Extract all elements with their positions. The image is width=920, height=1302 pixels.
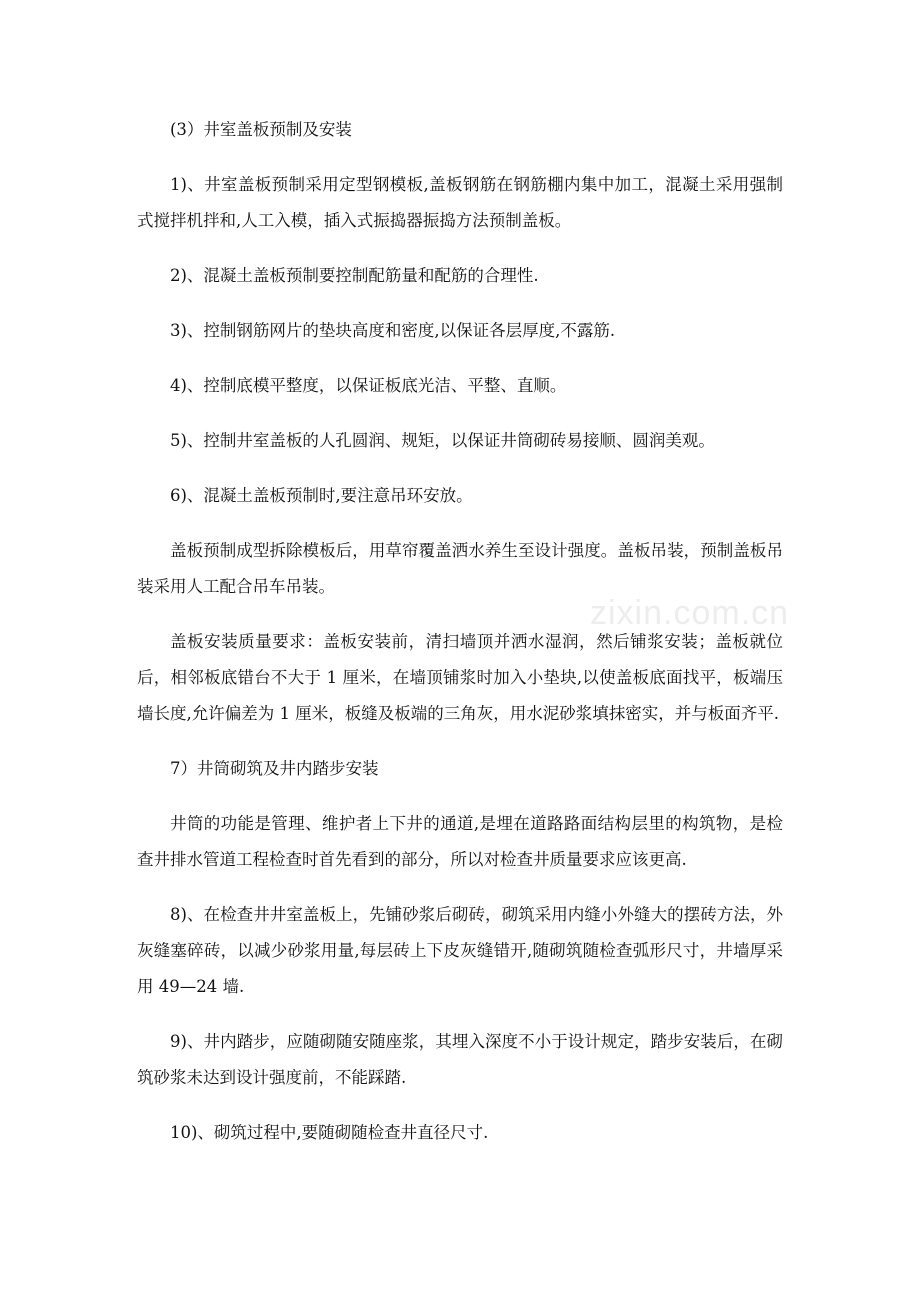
paragraph-item-5: 5)、控制井室盖板的人孔圆润、规矩，以保证井筒砌砖易接顺、圆润美观。 xyxy=(170,431,715,450)
paragraph-cover-lifting: 盖板预制成型拆除模板后，用草帘覆盖洒水养生至设计强度。盖板吊装，预制盖板吊装采用人工配合吊车吊装。 xyxy=(137,541,783,596)
paragraph-shaft-function: 井筒的功能是管理、维护者上下井的通道,是埋在道路路面结构层里的构筑物，是检查井排水管道工程检查时首先看到的部分，所以对检查井质量要求应该更高. xyxy=(137,814,783,869)
paragraph-item-8: 8)、在检查井井室盖板上，先铺砂浆后砌砖，砌筑采用内缝小外缝大的摆砖方法，外灰缝塞碎砖，以减少砂浆用量,每层砖上下皮灰缝错开,随砌筑随检查弧形尺寸，井墙厚采用 49—24 墙. xyxy=(137,905,783,996)
paragraph-item-4: 4)、控制底模平整度，以保证板底光洁、平整、直顺。 xyxy=(170,376,567,395)
paragraph-item-9: 9)、井内踏步，应随砌随安随座浆，其埋入深度不小于设计规定，踏步安装后，在砌筑砂浆未达到设计强度前，不能踩踏. xyxy=(137,1032,783,1087)
paragraph-item-3: 3)、控制钢筋网片的垫块高度和密度,以保证各层厚度,不露筋. xyxy=(170,321,616,340)
paragraph-item-6: 6)、混凝土盖板预制时,要注意吊环安放。 xyxy=(170,486,473,505)
paragraph-item-2: 2)、混凝土盖板预制要控制配筋量和配筋的合理性. xyxy=(170,266,539,285)
paragraph-item-10: 10)、砌筑过程中,要随砌随检查井直径尺寸. xyxy=(170,1123,489,1142)
section-heading-7: 7）井筒砌筑及井内踏步安装 xyxy=(170,759,379,778)
paragraph-cover-quality: 盖板安装质量要求：盖板安装前，清扫墙顶并洒水湿润，然后铺浆安装；盖板就位后，相邻板底错台不大于 1 厘米，在墙顶铺浆时加入小垫块,以使盖板底面找平，板端压墙长度,允许偏差为 1 厘米，板缝及板端的三角灰，用水泥砂浆填抹密实，并与板面齐平. xyxy=(137,632,783,723)
watermark-text: zixin.com.cn xyxy=(590,594,790,632)
section-heading-3: (3）井室盖板预制及安装 xyxy=(170,120,352,139)
document-body xyxy=(137,112,783,1151)
paragraph-item-1: 1)、井室盖板预制采用定型钢模板,盖板钢筋在钢筋棚内集中加工，混凝土采用强制式搅拌机拌和,人工入模，插入式振捣器振捣方法预制盖板。 xyxy=(137,175,783,230)
